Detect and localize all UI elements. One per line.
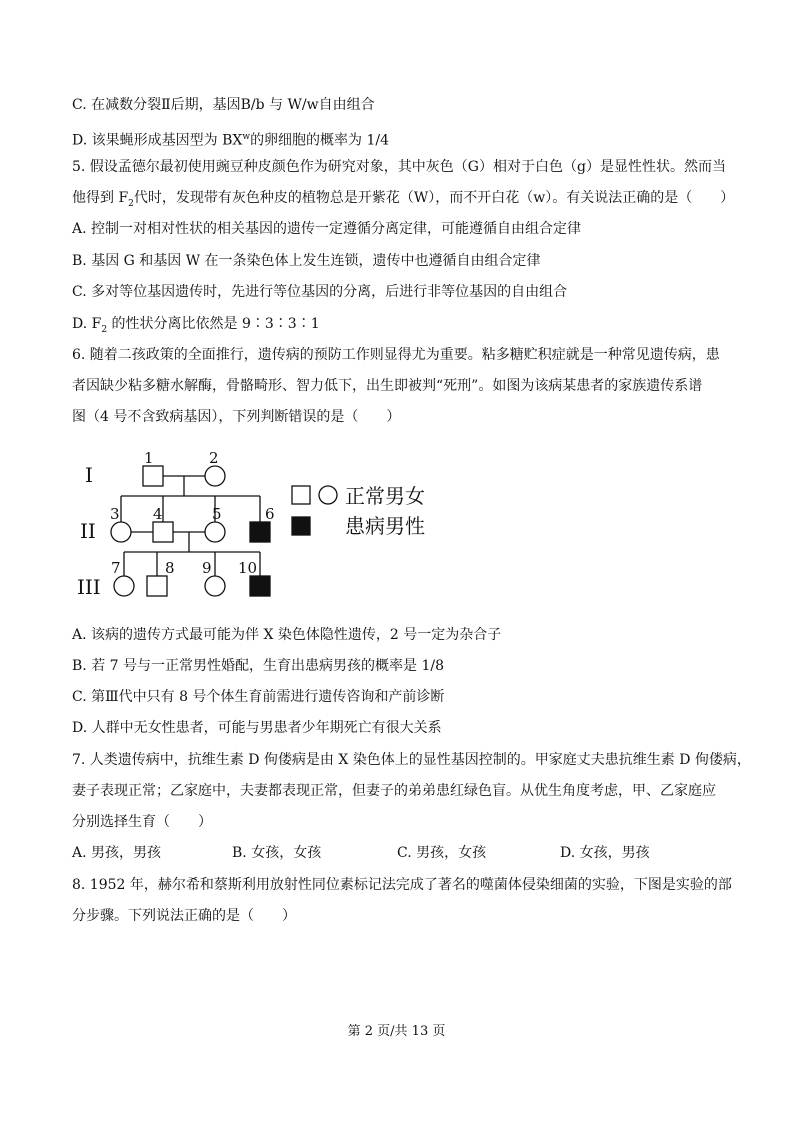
- pedigree-chart: [0, 435, 793, 615]
- generation-label-1: I: [85, 463, 93, 487]
- q5-option-b: B. 基因 G 和基因 W 在一条染色体上发生连锁，遗传中也遵循自由组合定律: [72, 253, 541, 269]
- q7-option-a: A. 男孩，男孩: [72, 845, 162, 861]
- q5-stem-line-1: 5. 假设孟德尔最初使用豌豆种皮颜色作为研究对象，其中灰色（G）相对于白色（g）是显性性状。然而当: [72, 159, 726, 175]
- generation-label-2: II: [80, 519, 96, 543]
- q6-stem-line-3: 图（4 号不含致病基因），下列判断错误的是（ ）: [72, 409, 401, 425]
- individual-3-normal-female: [111, 522, 131, 542]
- individual-8-normal-male: [147, 576, 167, 596]
- q7-option-b: B. 女孩，女孩: [232, 845, 322, 861]
- q6-stem-line-2: 者因缺少粘多糖水解酶，骨骼畸形、智力低下，出生即被判“死刑”。如图为该病某患者的家族遗传系谱: [72, 378, 703, 394]
- individual-number-8: 8: [165, 559, 175, 577]
- individual-number-2: 2: [209, 449, 219, 467]
- q6-stem-line-1: 6. 随着二孩政策的全面推行，遗传病的预防工作则显得尤为重要。粘多糖贮积症就是一种常见遗传病，患: [72, 347, 720, 363]
- q4-option-c: C. 在减数分裂Ⅱ后期，基因B/b 与 W/w自由组合: [72, 97, 375, 113]
- q6-option-c: C. 第Ⅲ代中只有 8 号个体生育前需进行遗传咨询和产前诊断: [72, 689, 445, 705]
- legend-affected-label: 患病男性: [345, 514, 425, 538]
- q5-option-d: D. $F_2$ 的性状分离比依然是 9∶3∶3∶1: [72, 316, 320, 335]
- legend-normal-female-symbol: [319, 486, 337, 504]
- individual-4-normal-male: [153, 522, 173, 542]
- q8-stem-line-2: 分步骤。下列说法正确的是（ ）: [72, 908, 296, 924]
- q5-option-c: C. 多对等位基因遗传时，先进行等位基因的分离，后进行非等位基因的自由组合: [72, 284, 568, 300]
- generation-label-3: III: [77, 575, 101, 599]
- legend-normal-male-symbol: [292, 486, 310, 504]
- individual-7-normal-female: [114, 576, 134, 596]
- q5-stem-line-2: 他得到 $F_2$代时，发现带有灰色种皮的植物总是开紫花（W），而不开白花（w）。有关说法正确的是（ ）: [72, 190, 735, 209]
- individual-number-6: 6: [265, 505, 275, 523]
- q7-options-row: [72, 844, 722, 862]
- individual-number-4: 4: [153, 505, 163, 523]
- page-footer: 第 2 页/共 13 页: [347, 1024, 446, 1039]
- individual-1-normal-male: [143, 466, 163, 486]
- individual-number-10: 10: [238, 559, 258, 577]
- q5-option-a: A. 控制一对相对性状的相关基因的遗传一定遵循分离定律，可能遵循自由组合定律: [72, 221, 582, 237]
- individual-number-1: 1: [144, 449, 154, 467]
- legend-affected-male-symbol: [292, 517, 310, 535]
- individual-number-5: 5: [212, 505, 222, 523]
- individual-2-normal-female: [205, 466, 225, 486]
- q7-stem-line-1: 7. 人类遗传病中，抗维生素 D 佝偻病是由 X 染色体上的显性基因控制的。甲家庭丈夫患抗维生素 D 佝偻病，: [72, 752, 751, 768]
- individual-number-9: 9: [202, 559, 212, 577]
- q6-option-d: D. 人群中无女性患者，可能与男患者少年期死亡有很大关系: [72, 720, 442, 736]
- q7-stem-line-2: 妻子表现正常；乙家庭中，夫妻都表现正常，但妻子的弟弟患红绿色盲。从优生角度考虑，甲、乙家庭应: [72, 783, 716, 799]
- individual-9-normal-female: [205, 576, 225, 596]
- q7-option-c: C. 男孩，女孩: [397, 845, 487, 861]
- q4-option-d: D. 该果蝇形成基因型为 $BX^w$的卵细胞的概率为 1/4: [72, 132, 390, 149]
- individual-number-7: 7: [111, 559, 121, 577]
- q8-stem-line-1: 8. 1952 年，赫尔希和蔡斯利用放射性同位素标记法完成了著名的噬菌体侵染细菌的实验，下图是实验的部: [72, 877, 732, 893]
- q6-option-b: B. 若 7 号与一正常男性婚配，生育出患病男孩的概率是 1/8: [72, 658, 444, 674]
- individual-10-affected-male: [250, 576, 270, 596]
- individual-number-3: 3: [110, 505, 120, 523]
- individual-5-normal-female: [205, 522, 225, 542]
- legend-normal-label: 正常男女: [345, 484, 425, 508]
- q7-stem-line-3: 分别选择生育（ ）: [72, 814, 212, 830]
- individual-6-affected-male: [250, 522, 270, 542]
- q7-option-d: D. 女孩，男孩: [560, 845, 650, 861]
- q6-option-a: A. 该病的遗传方式最可能为伴 X 染色体隐性遗传，2 号一定为杂合子: [72, 627, 502, 643]
